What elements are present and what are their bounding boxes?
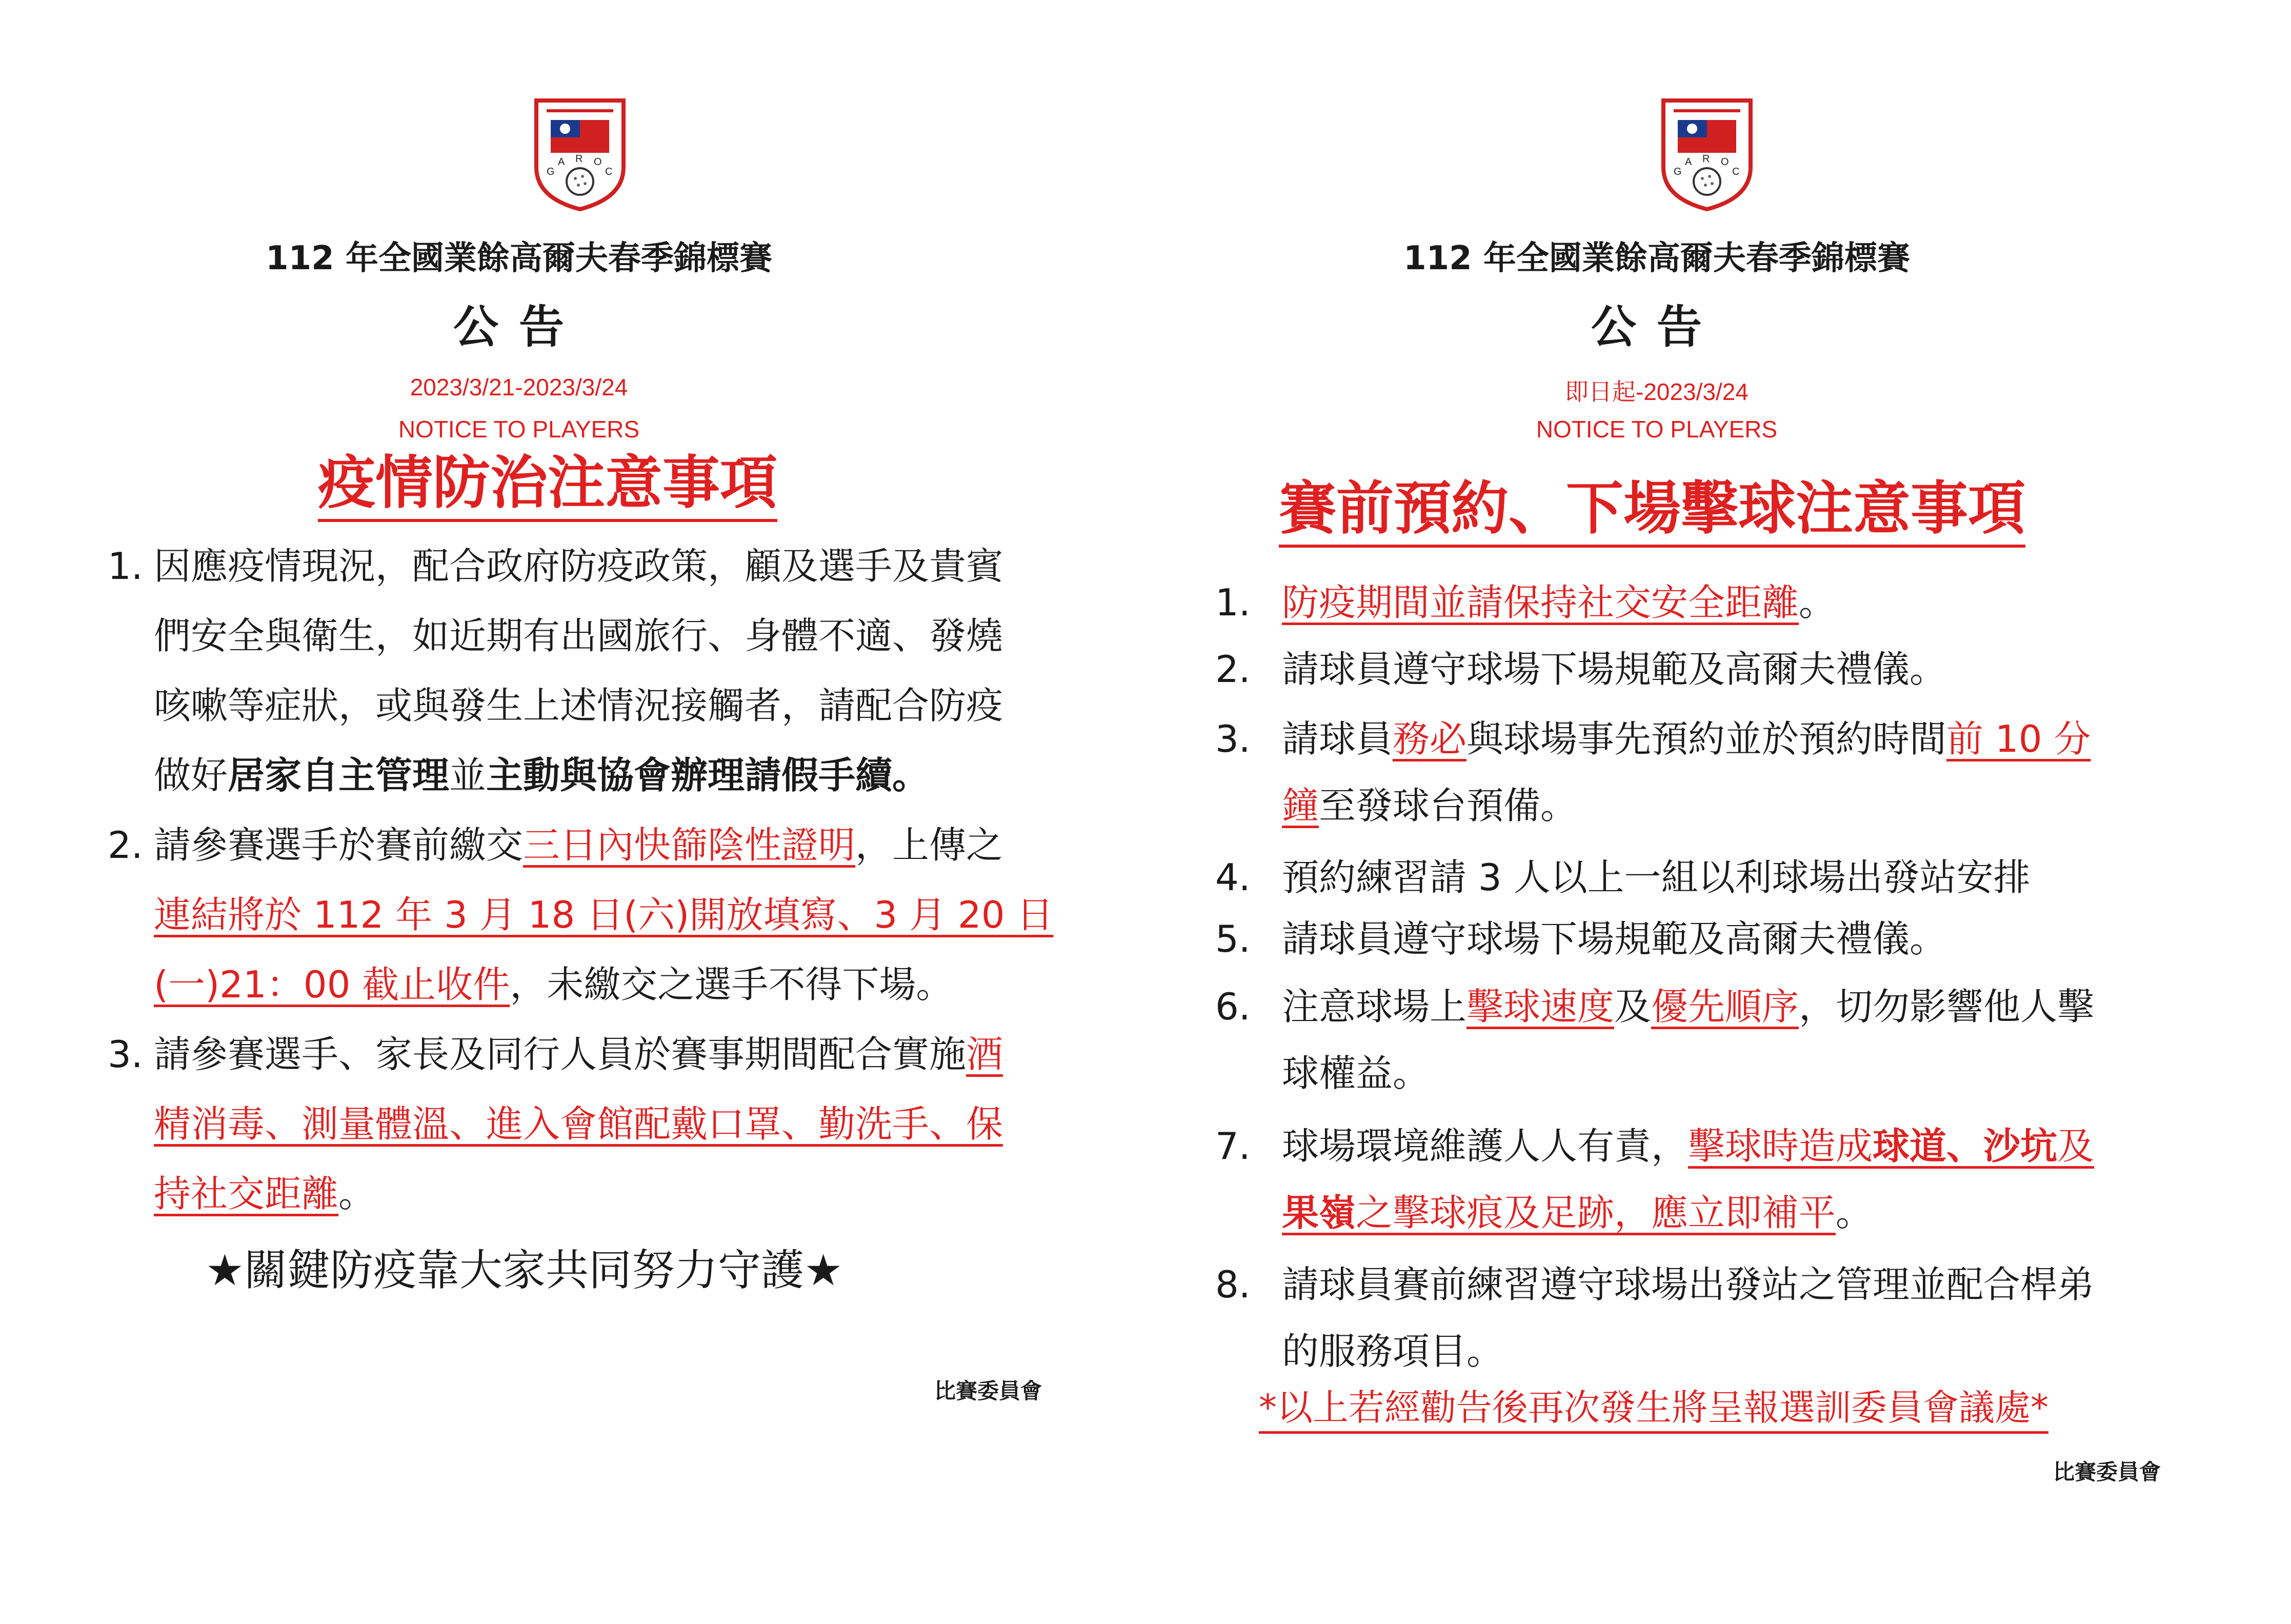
- logo-letter: C: [1732, 166, 1740, 177]
- text-segment: 請球員: [1282, 717, 1393, 760]
- highlight-text: 三日內快篩陰性證明: [523, 824, 856, 867]
- highlight-text: 前 10 分: [1946, 717, 2091, 760]
- slogan: ★關鍵防疫靠大家共同努力守護★: [205, 1245, 843, 1295]
- notice-title: 公告: [1591, 300, 1722, 353]
- highlight-text: 務必: [1393, 717, 1467, 760]
- item-line: 請球員賽前練習遵守球場出發站之管理並配合桿弟: [1282, 1263, 2095, 1306]
- notice-english: NOTICE TO PLAYERS: [1536, 416, 1778, 443]
- text-segment: ，上傳之: [855, 824, 1003, 867]
- item-number: 3.: [108, 1033, 143, 1076]
- item-line: [154, 880, 1082, 950]
- item-number: 4.: [1215, 856, 1251, 899]
- item-text: [1282, 973, 2094, 1107]
- highlight-text: 防疫期間並請保持社交安全距離: [1282, 581, 1799, 624]
- highlight-bold-text: 果嶺: [1282, 1191, 1356, 1234]
- highlight-text: 鐘: [1282, 784, 1319, 827]
- list-item: [108, 810, 1082, 1019]
- item-line: [1282, 772, 2091, 839]
- highlight-text: 擊球速度: [1466, 985, 1615, 1028]
- item-number: 7.: [1215, 1125, 1251, 1168]
- item-number: 6.: [1215, 985, 1251, 1028]
- item-line: 球權益。: [1282, 1052, 1430, 1095]
- highlight-text: 酒: [966, 1033, 1003, 1076]
- text-segment: ，切勿影響他人擊: [1799, 985, 2095, 1028]
- item-number: 3.: [1215, 717, 1251, 760]
- logo-letter: A: [1685, 156, 1692, 168]
- list-item: [108, 531, 1082, 810]
- item-line: 的服務項目。: [1282, 1330, 1504, 1373]
- text-segment: 做好: [154, 754, 228, 797]
- highlight-text: 優先順序: [1651, 985, 1799, 1028]
- item-line: [154, 950, 1082, 1019]
- item-line: [154, 1089, 1082, 1159]
- text-segment: 請參賽選手、家長及同行人員於賽事期間配合實施: [154, 1033, 967, 1076]
- item-text: [1282, 1251, 2094, 1385]
- logo-letter: R: [1702, 153, 1710, 165]
- item-line: 咳嗽等症狀，或與發生上述情況接觸者，請配合防疫: [154, 684, 1003, 727]
- item-number: 5.: [1215, 917, 1251, 960]
- text-segment: 球場環境維護人人有責，: [1282, 1125, 1689, 1168]
- highlight-text: 擊球時造成: [1688, 1125, 1873, 1168]
- highlight-bold-text: 球道、沙坑: [1873, 1125, 2058, 1168]
- logo-letter: C: [605, 166, 613, 177]
- logo-letter: G: [547, 166, 555, 177]
- text-segment: 。: [338, 1172, 376, 1215]
- bold-text: 居家自主管理: [228, 754, 450, 797]
- item-text: [1282, 569, 1836, 636]
- highlight-text: (一)21：00 截止收件: [154, 963, 510, 1006]
- item-text: [1282, 706, 2091, 839]
- logo-letter: A: [558, 156, 565, 168]
- item-line: [154, 1019, 1082, 1089]
- main-heading: 賽前預約、下場擊球注意事項: [1279, 473, 2025, 548]
- highlight-text: 持社交距離: [154, 1172, 339, 1215]
- text-segment: 請參賽選手於賽前繳交: [154, 824, 524, 867]
- item-number: 2.: [108, 824, 143, 867]
- text-segment: 至發球台預備。: [1319, 784, 1578, 827]
- closing-warning: *以上若經勸告後再次發生將呈報選訓委員會議處*: [1259, 1385, 2048, 1434]
- highlight-text: 之擊球痕及足跡，應立即補平: [1356, 1191, 1836, 1234]
- item-text: 預約練習請 3 人以上一組以利球場出發站安排: [1282, 856, 2031, 899]
- text-segment: 及: [1614, 985, 1652, 1028]
- item-line: 因應疫情現況，配合政府防疫政策，顧及選手及貴賓: [154, 545, 1003, 588]
- list-item: [108, 1019, 1082, 1229]
- highlight-text: 連結將於 112 年 3 月 18 日(六)開放填寫、3 月 20 日: [154, 893, 1054, 936]
- event-title: 112 年全國業餘高爾夫春季錦標賽: [266, 239, 772, 277]
- item-number: 1.: [1215, 581, 1251, 624]
- item-line: [1282, 706, 2091, 772]
- item-line: 們安全與衛生，如近期有出國旅行、身體不適、發燒: [154, 614, 1003, 657]
- highlight-text: 精消毒、測量體溫、進入會館配戴口罩、勤洗手、保: [154, 1102, 1003, 1146]
- logo-letter: R: [575, 153, 583, 165]
- logo-letter: O: [594, 156, 602, 168]
- date-range: 即日起-2023/3/24: [1565, 378, 1749, 405]
- item-number: 1.: [108, 545, 143, 588]
- text-segment: 。: [1836, 1191, 1873, 1234]
- date-range: 2023/3/21-2023/3/24: [410, 374, 628, 400]
- item-text: 請球員遵守球場下場規範及高爾夫禮儀。: [1282, 648, 1947, 691]
- notice-title: 公告: [453, 300, 585, 353]
- text-segment: 。: [1799, 581, 1836, 624]
- logo-letter: O: [1721, 156, 1729, 168]
- main-heading: 疫情防治注意事項: [318, 447, 777, 522]
- item-line: [1282, 973, 2094, 1040]
- event-title: 112 年全國業餘高爾夫春季錦標賽: [1403, 239, 1910, 277]
- bold-text: 主動與協會辦理請假手續。: [486, 754, 930, 797]
- item-line: [154, 810, 1082, 880]
- garoc-emblem-icon: [531, 95, 629, 213]
- item-number: 2.: [1215, 648, 1251, 691]
- garoc-emblem-icon: [1658, 95, 1756, 213]
- notice-english: NOTICE TO PLAYERS: [398, 416, 640, 443]
- item-line: [1282, 1113, 2094, 1179]
- item-text: 請球員遵守球場下場規範及高爾夫禮儀。: [1282, 917, 1947, 960]
- item-line: [1282, 1179, 2094, 1246]
- notice-list: [108, 531, 1082, 1229]
- logo-letter: G: [1674, 166, 1682, 177]
- item-text: [1282, 1113, 2094, 1246]
- text-segment: ，未繳交之選手不得下場。: [510, 963, 953, 1006]
- committee-signature: 比賽委員會: [2053, 1459, 2161, 1485]
- highlight-text: 及: [2057, 1125, 2095, 1168]
- text-segment: 與球場事先預約並於預約時間: [1466, 717, 1947, 760]
- item-number: 8.: [1215, 1263, 1251, 1306]
- committee-signature: 比賽委員會: [934, 1378, 1042, 1404]
- text-segment: 注意球場上: [1282, 985, 1467, 1028]
- item-line: [154, 1159, 1082, 1229]
- item-line: [154, 740, 1082, 810]
- text-segment: 並: [449, 754, 487, 797]
